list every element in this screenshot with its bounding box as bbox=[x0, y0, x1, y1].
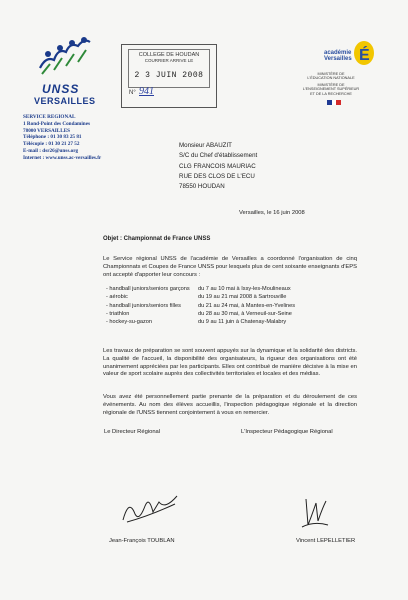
logo-name: UNSS bbox=[42, 82, 80, 96]
list-item bbox=[106, 319, 356, 327]
championship-details: du 21 au 24 mai, à Mantes-en-Yvelines bbox=[198, 302, 296, 309]
recipient-line: CLG FRANCOIS MAURIAC bbox=[179, 162, 256, 170]
letter-date: Versailles, le 16 juin 2008 bbox=[239, 210, 305, 216]
list-item bbox=[106, 294, 356, 302]
logo-region: VERSAILLES bbox=[34, 96, 96, 106]
stamp-date: 2 3 JUIN 2008 bbox=[134, 71, 204, 80]
stamp-caption: COURRIER ARRIVE LE bbox=[144, 58, 194, 63]
ministry-block bbox=[296, 72, 366, 96]
ministry-line: ET DE LA RECHERCHE bbox=[310, 91, 352, 96]
service-address-block bbox=[23, 114, 101, 162]
ministry-line: MINISTÈRE DE bbox=[317, 72, 345, 76]
championship-name: - hockey-su-gazon bbox=[106, 319, 153, 326]
letter-subject: Objet : Championnat de France UNSS bbox=[103, 236, 211, 242]
stamp-frame bbox=[128, 49, 210, 88]
received-stamp bbox=[121, 44, 217, 108]
service-line: Téléphone : 01 30 83 25 81 bbox=[23, 134, 82, 141]
academie-region: Versailles bbox=[324, 56, 352, 62]
recipient-address bbox=[179, 141, 257, 192]
french-flag-icon bbox=[327, 100, 341, 105]
stamp-number: 941 bbox=[139, 86, 154, 97]
recipient-line: Monsieur ABAUZIT bbox=[179, 142, 232, 149]
championship-name: - aérobic bbox=[106, 294, 128, 301]
recipient-line: RUE DES CLOS DE L'ECU bbox=[179, 172, 255, 180]
championship-details: du 9 au 11 juin à Chatenay-Malabry bbox=[198, 319, 287, 326]
championship-name: - handball juniors/seniors filles bbox=[106, 302, 181, 309]
academie-word: académie bbox=[324, 50, 352, 56]
recipient-line: 78550 HOUDAN bbox=[179, 183, 225, 191]
ministry-line: L'ÉDUCATION NATIONALE bbox=[307, 76, 355, 81]
championship-details: du 28 au 30 mai, à Verneuil-sur-Seine bbox=[198, 310, 292, 317]
stamp-college: COLLEGE DE HOUDAN bbox=[138, 52, 200, 58]
championship-name: - handball juniors/seniors garçons bbox=[106, 286, 190, 292]
signatory-title-left: Le Directeur Régional bbox=[104, 429, 161, 435]
svg-text:É: É bbox=[359, 47, 370, 64]
championship-list bbox=[106, 286, 356, 327]
championship-details: du 7 au 10 mai à Issy-les-Moulineaux bbox=[198, 286, 291, 292]
service-line: 78000 VERSAILLES bbox=[23, 127, 71, 134]
stamp-number-label: N° bbox=[129, 90, 136, 96]
service-line: SERVICE REGIONAL bbox=[23, 114, 76, 120]
signatory-name-left: Jean-François TOUBLAN bbox=[109, 538, 175, 544]
list-item bbox=[106, 303, 356, 311]
list-item bbox=[106, 286, 356, 294]
body-paragraph-1: Le Service régional UNSS de l'académie de Versailles a coordonné l'organisation de cinq Championnats et Coupes de France UNSS pour lesquels plus de cent soixante enseignants d'EPS ont accepté d'apporter leur concours : bbox=[103, 256, 357, 278]
service-line: Internet : www.unss.ac-versailles.fr bbox=[23, 154, 102, 161]
signature-icon bbox=[296, 495, 332, 531]
championship-name: - triathlon bbox=[106, 310, 130, 317]
recipient-line: S/C du Chef d'établissement bbox=[179, 152, 258, 160]
service-line: E-mail : dsr26@unss.org bbox=[23, 147, 79, 154]
signatory-name-right: Vincent LEPELLETIER bbox=[296, 538, 356, 544]
list-item bbox=[106, 311, 356, 319]
academie-name bbox=[324, 50, 352, 62]
ministry-line: L'ENSEIGNEMENT SUPÉRIEUR bbox=[302, 87, 360, 92]
service-line: Télécopie : 01 30 21 27 52 bbox=[23, 141, 80, 148]
unss-logo-icon bbox=[36, 34, 94, 78]
body-paragraph-2: Les travaux de préparation se sont souvent appuyés sur la dynamique et la solidarité des districts. La qualité de l'accueil, la disponibilité des organisateurs, la rigueur des organisations ont été unanimement appréciées par les participants. Elles ont contribué de manière décisive à la mise en valeur de sport scolaire auprès des collectivités territoriales et locales et des médias. bbox=[103, 348, 357, 378]
championship-details: du 19 au 21 mai 2008 à Sartrouville bbox=[198, 294, 287, 301]
ministry-line: MINISTÈRE DE bbox=[317, 82, 345, 87]
signature-icon bbox=[119, 492, 181, 528]
service-line: 1 Rond-Point des Condamines bbox=[23, 120, 91, 127]
body-paragraph-3: Vous avez été personnellement partie prenante de la préparation et du déroulement de ces événements. Au nom des élèves accueillis, l'inspection pédagogique régionale et la direction régionale de l'UNSS tiennent conjointement à vous en remercier. bbox=[103, 394, 357, 416]
flag-stripe bbox=[336, 100, 341, 105]
signatory-title-right: L'Inspecteur Pédagogique Régional bbox=[241, 429, 333, 435]
